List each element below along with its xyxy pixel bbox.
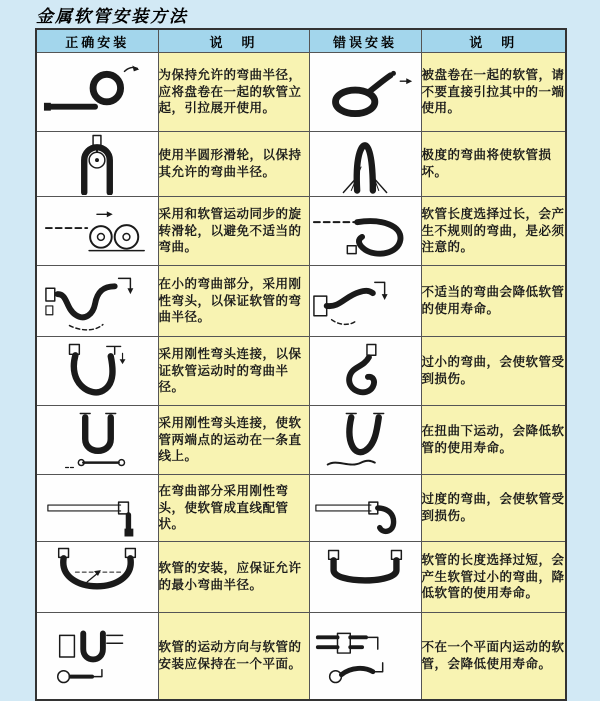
correct-description-cell [158,197,309,266]
wrong-figure-cell [309,475,421,542]
correct-figure-cell [36,613,158,701]
wrong-figure-cell [309,197,421,266]
coiled-hose-direct-pull-icon [310,61,421,123]
wrong-description-text: 被盘卷在一起的软管，请不要直接引拉其中的一端使用。 [421,67,565,116]
wrong-description-cell [421,53,566,132]
correct-description-cell [158,266,309,337]
header-correct-installation: 正确安装 [36,29,158,53]
min-bend-radius-u-icon [37,546,158,608]
wrong-description-cell [421,542,566,613]
page-title: 金属软管安装方法 [36,7,188,27]
correct-description-cell [158,337,309,406]
wrong-description-text: 过小的弯曲，会使软管受到损伤。 [421,355,565,386]
correct-description-text: 使用半圆形滑轮，以保持其允许的弯曲半径。 [158,148,302,179]
synchronized-rollers-icon [37,200,158,262]
wrong-figure-cell [309,266,421,337]
correct-description-text: 采用刚性弯头连接，以保证软管运动时的弯曲半径。 [158,346,302,395]
wrong-description-cell [421,197,566,266]
table-header [36,29,566,53]
correct-figure-cell [36,475,158,542]
wrong-description-cell [421,613,566,701]
correct-description-cell [158,613,309,701]
wrong-description-cell [421,475,566,542]
correct-figure-cell [36,406,158,475]
wrong-description-text: 软管的长度选择过短，会产生软管过小的弯曲，降低软管的使用寿命。 [421,552,565,601]
correct-description-cell [158,475,309,542]
correct-description-text: 在小的弯曲部分，采用刚性弯头，以保证软管的弯曲半径。 [158,276,302,325]
too-short-hose-icon [310,546,421,608]
out-of-plane-motion-icon [310,625,421,687]
installation-table [35,28,567,701]
correct-description-text: 采用刚性弯头连接，使软管两端点的运动在一条直线上。 [158,415,302,464]
improper-bend-icon [310,270,421,332]
correct-figure-cell [36,197,158,266]
correct-figure-cell [36,542,158,613]
table-row [36,542,566,613]
wrong-figure-cell [309,542,421,613]
table-row [36,266,566,337]
correct-description-text: 软管的运动方向与软管的安装应保持在一个平面。 [158,640,302,671]
table-row [36,337,566,406]
table-row [36,475,566,542]
rigid-elbow-inline-icon [37,409,158,471]
wrong-description-cell [421,266,566,337]
correct-description-text: 为保持允许的弯曲半径，应将盘卷在一起的软管立起，引拉展开使用。 [158,67,302,116]
table-row [36,406,566,475]
table-body [36,53,566,701]
wrong-figure-cell [309,406,421,475]
correct-description-cell [158,406,309,475]
twisted-motion-icon [310,409,421,471]
correct-figure-cell [36,266,158,337]
too-small-bend-icon [310,340,421,402]
table-row [36,197,566,266]
straight-pipe-elbow-icon [37,477,158,539]
rigid-elbow-small-bend-icon [37,270,158,332]
coiled-hose-unroll-icon [37,61,158,123]
wrong-description-text: 在扭曲下运动，会降低软管的使用寿命。 [421,424,565,455]
wrong-figure-cell [309,132,421,197]
over-bend-icon [310,477,421,539]
correct-description-cell [158,542,309,613]
correct-description-text: 采用和软管运动同步的旋转滑轮，以避免不适当的弯曲。 [158,206,302,255]
correct-figure-cell [36,53,158,132]
wrong-description-text: 极度的弯曲将使软管损坏。 [421,148,552,179]
correct-description-text: 软管的安装，应保证允许的最小弯曲半径。 [158,561,302,592]
table-row [36,53,566,132]
header-description-left: 说 明 [158,29,309,53]
wrong-description-cell [421,337,566,406]
header-wrong-installation: 错误安装 [309,29,421,53]
same-plane-motion-icon [37,625,158,687]
correct-figure-cell [36,337,158,406]
wrong-description-text: 不在一个平面内运动的软管，会降低使用寿命。 [421,640,565,671]
wrong-figure-cell [309,613,421,701]
wrong-description-text: 不适当的弯曲会降低软管的使用寿命。 [421,285,565,316]
wrong-figure-cell [309,53,421,132]
rigid-elbow-connection-icon [37,340,158,402]
wrong-description-text: 软管长度选择过长，会产生不规则的弯曲，是必须注意的。 [421,206,565,255]
wrong-description-cell [421,406,566,475]
table-row [36,132,566,197]
slack-loop-icon [310,200,421,262]
correct-figure-cell [36,132,158,197]
table-row [36,613,566,701]
wrong-description-cell [421,132,566,197]
wrong-figure-cell [309,337,421,406]
header-description-right: 说 明 [421,29,566,53]
correct-description-text: 在弯曲部分采用刚性弯头，使软管成直线配管状。 [158,483,289,532]
correct-description-cell [158,132,309,197]
extreme-bend-icon [310,133,421,195]
wrong-description-text: 过度的弯曲，会使软管受到损伤。 [421,492,565,523]
correct-description-cell [158,53,309,132]
semicircular-pulley-icon [37,133,158,195]
